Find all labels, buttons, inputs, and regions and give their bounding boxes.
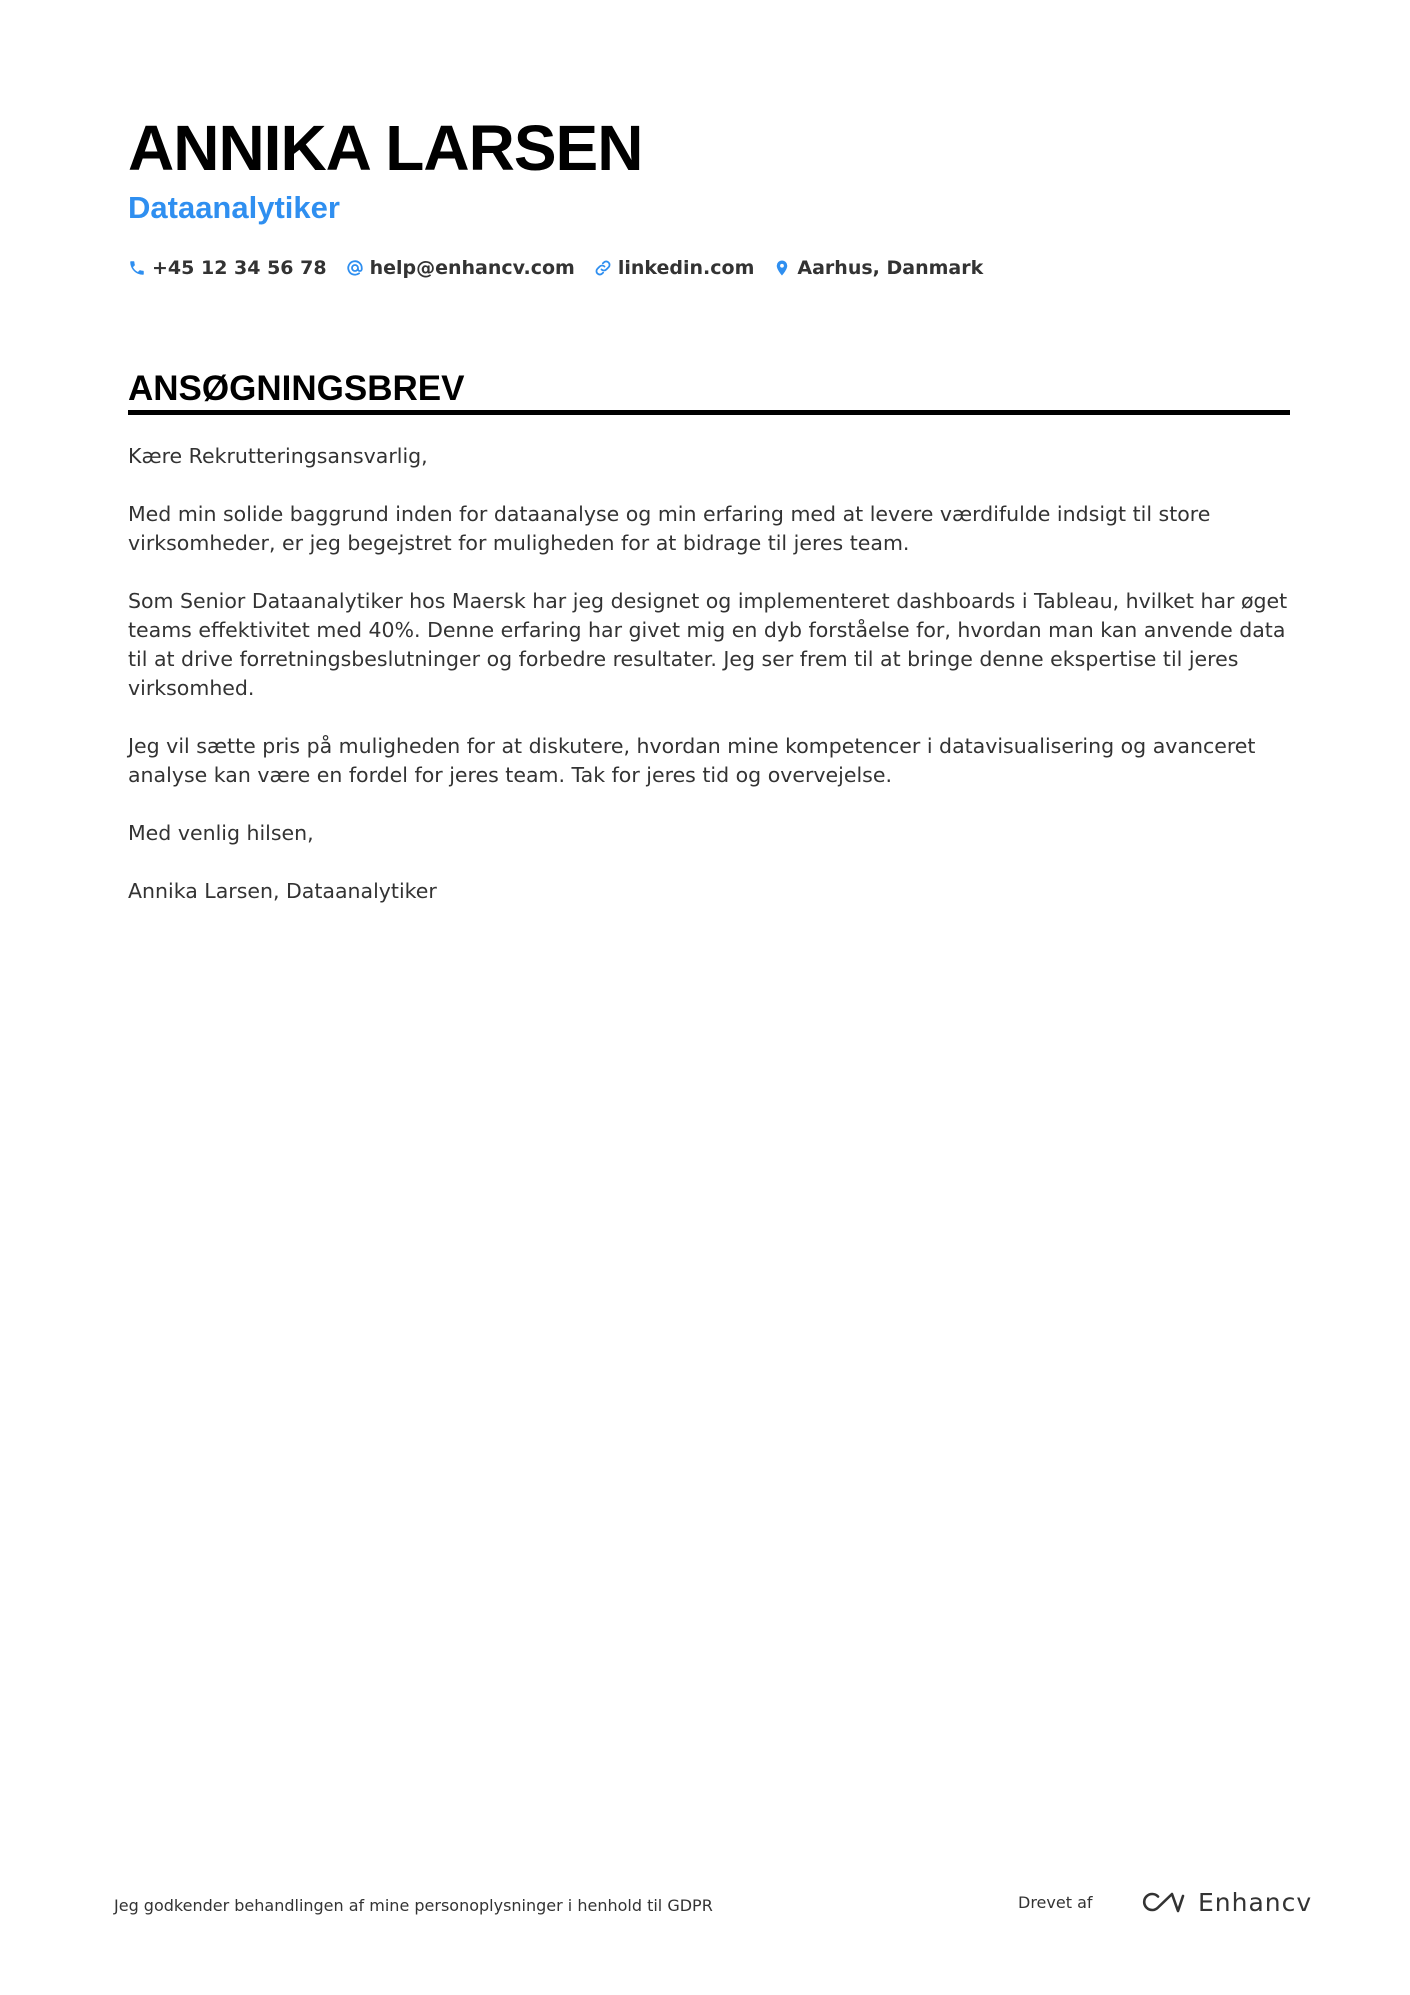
- enhancv-logo[interactable]: [1138, 1884, 1312, 1920]
- enhancv-logo-text: Enhancv: [1198, 1887, 1313, 1917]
- contact-linkedin[interactable]: [594, 257, 755, 279]
- letter-closing: Med venlig hilsen,: [128, 821, 314, 845]
- contact-row: [128, 253, 1290, 283]
- section-title: ANSØGNINGSBREV: [128, 369, 465, 408]
- contact-linkedin-text: linkedin.com: [617, 257, 755, 279]
- contact-phone-text: +45 12 34 56 78: [152, 257, 327, 279]
- candidate-name: ANNIKA LARSEN: [128, 112, 643, 184]
- letter-paragraph: Med min solide baggrund inden for dataanalyse og min erfaring med at levere værdifulde indsigt til store virksomheder, er jeg begejstret for muligheden for at bidrage til jeres team.: [128, 502, 1211, 555]
- letter-paragraph: Som Senior Dataanalytiker hos Maersk har jeg designet og implementeret dashboards i Tableau, hvilket har øget teams effektivitet med 40%. Denne erfaring har givet mig en dyb forståelse for, hvordan man kan anvende data til at drive forretningsbeslutninger og forbedre resultater. Jeg ser frem til at bringe denne ekspertise til jeres virksomhed.: [128, 589, 1288, 700]
- powered-by-label: Drevet af: [1018, 1893, 1093, 1912]
- letter-signature: Annika Larsen, Dataanalytiker: [128, 879, 437, 903]
- job-title: Dataanalytiker: [128, 190, 340, 225]
- header: [128, 110, 1290, 283]
- letter-paragraph: Jeg vil sætte pris på muligheden for at diskutere, hvordan mine kompetencer i datavisualisering og avanceret analyse kan være en fordel for jeres team. Tak for jeres tid og overvejelse.: [128, 734, 1256, 787]
- at-icon: [346, 259, 364, 277]
- contact-location-text: Aarhus, Danmark: [797, 257, 984, 279]
- letter-greeting: Kære Rekrutteringsansvarlig,: [128, 444, 428, 468]
- enhancv-logo-icon: [1138, 1888, 1186, 1916]
- contact-location: [773, 257, 983, 279]
- gdpr-consent-text: Jeg godkender behandlingen af mine personoplysninger i henhold til GDPR: [114, 1896, 713, 1915]
- contact-email-text: help@enhancv.com: [369, 257, 575, 279]
- section-divider: [128, 410, 1290, 415]
- location-pin-icon: [773, 259, 791, 277]
- letter-body: [128, 442, 1290, 935]
- link-icon: [594, 259, 612, 277]
- phone-icon: [128, 259, 146, 277]
- contact-phone[interactable]: [128, 257, 327, 279]
- contact-email[interactable]: [346, 257, 575, 279]
